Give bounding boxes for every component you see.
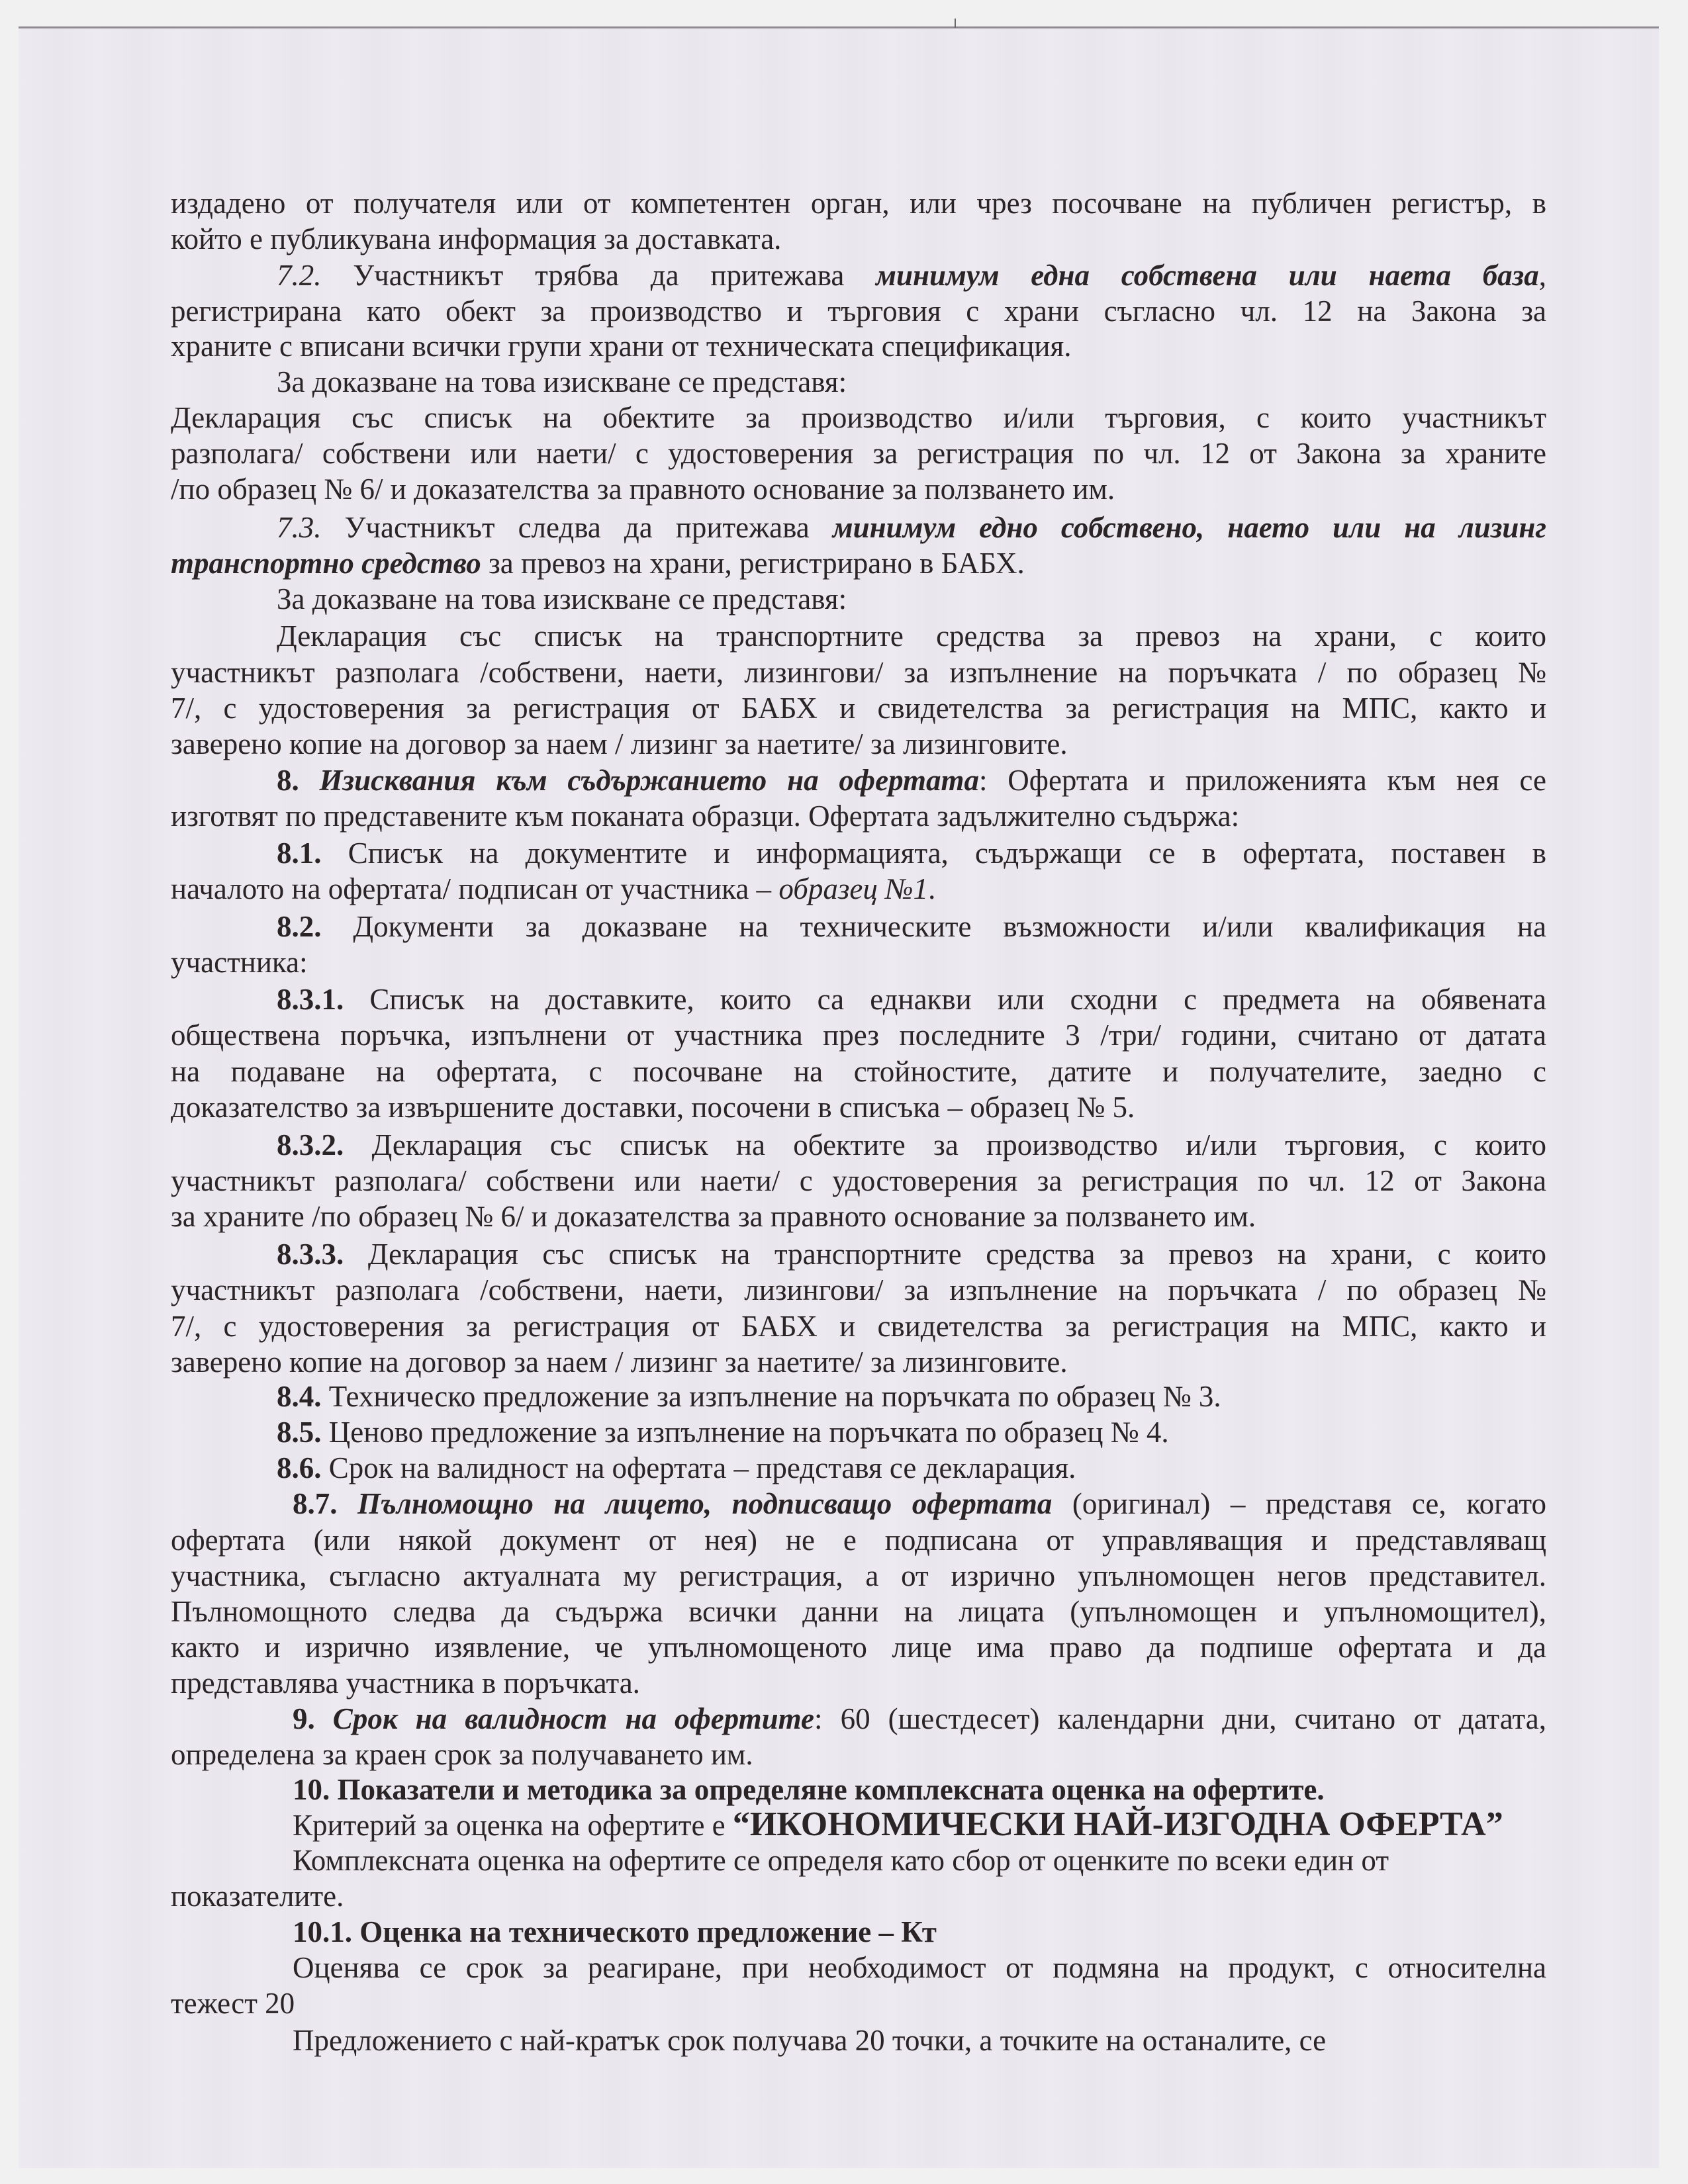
line-text: Критерий за оценка на офертите е (293, 1809, 733, 1842)
heading-text: 10. Показатели и методика за определяне комплексната оценка на офертите. (293, 1773, 1325, 1806)
line-text: Пълномощното следва да съдържа всички данни на лицата (упълномощен и упълномощител), (171, 1595, 1546, 1628)
line-text: Техническо предложение за изпълнение на поръчката по образец № 3. (321, 1380, 1221, 1413)
line-text: за превоз на храни, регистрирано в БАБХ. (481, 547, 1025, 580)
line-text: Предложението с най-кратък срок получава 20 точки, а точките на останалите, се (293, 2024, 1327, 2057)
criterion-line (293, 1807, 1546, 1843)
line-text: Документи за доказване на техническите възможности и/или квалификация на (321, 910, 1546, 943)
text-line (293, 1843, 1546, 1878)
section-8-6 (277, 1450, 1546, 1486)
text-line (171, 1054, 1546, 1089)
section-number: 7.3. (277, 511, 322, 544)
line-text: участника, съгласно актуалната му регистрация, а от изрично упълномощен негов представител. (171, 1559, 1546, 1592)
line-text: участникът разполага /собствени, наети, лизингови/ за изпълнение на поръчката / по образец № (171, 1273, 1546, 1306)
line-text: тежест 20 (171, 1987, 295, 2020)
line-text: За доказване на това изискване се представя: (277, 582, 847, 615)
line-text: Декларация със списък на транспортните средства за превоз на храни, с които (344, 1238, 1546, 1271)
emphasis-text: минимум едно собствено, наето или на лизинг (832, 511, 1547, 544)
line-text: (оригинал) – представя се, когато (1052, 1487, 1547, 1520)
line-text: . (928, 872, 936, 905)
text-line (171, 1985, 1546, 2021)
line-text: началото на офертата/ подписан от участника – (171, 872, 779, 905)
section-number: 8.7. (293, 1487, 338, 1520)
line-text: за храните /по образец № 6/ и доказателства за правното основание за ползването им. (171, 1200, 1256, 1233)
text-line (171, 1737, 1546, 1772)
text-line (171, 726, 1546, 762)
section-number: 8.2. (277, 910, 322, 943)
line-text: храните с вписани всички групи храни от техническата спецификация. (171, 330, 1072, 363)
text-line (171, 1629, 1546, 1665)
text-line (277, 618, 1546, 654)
criterion-name: “ИКОНОМИЧЕСКИ НАЙ-ИЗГОДНА ОФЕРТА” (732, 1805, 1503, 1843)
text-line (293, 2023, 1546, 2058)
section-8-3-3 (277, 1236, 1546, 1272)
text-line (171, 1163, 1546, 1199)
section-number: 9. (293, 1702, 315, 1735)
line-text: изготвят по представените към поканата образци. Офертата задължително съдържа: (171, 799, 1240, 833)
section-8-3-1 (277, 981, 1546, 1017)
line-text: представлява участника в поръчката. (171, 1666, 640, 1700)
text-line (171, 871, 1546, 907)
line-text: който е публикувана информация за доставката. (171, 222, 782, 255)
text-line (171, 1017, 1546, 1053)
text-line (277, 364, 1546, 400)
section-8-4 (277, 1379, 1546, 1414)
text-line (171, 328, 1546, 364)
text-line (171, 1522, 1546, 1558)
section-8-1 (277, 835, 1546, 871)
text-line (171, 545, 1546, 581)
line-text: /по образец № 6/ и доказателства за правното основание за ползването им. (171, 473, 1115, 506)
line-text: 7/, с удостоверения за регистрация от БАБХ и свидетелства за регистрация на МПС, както и (171, 1310, 1546, 1343)
text-line (277, 581, 1546, 617)
line-text: Декларация със списък на обектите за производство и/или търговия, с които (344, 1128, 1546, 1161)
text-line (171, 690, 1546, 726)
line-text: участника: (171, 946, 308, 979)
text-line (171, 944, 1546, 980)
line-text: Срок на валидност на офертата – представя се декларация. (321, 1451, 1076, 1484)
line-text: Списък на документите и информацията, съдържащи се в офертата, поставен в (321, 837, 1546, 870)
heading-text: 10.1. Оценка на техническото предложение – Кт (293, 1915, 937, 1948)
section-number: 7.2. (277, 259, 322, 292)
line-text: За доказване на това изискване се представя: (277, 365, 847, 398)
text-line (171, 1272, 1546, 1308)
emphasis-text: Изисквания към съдържанието на офертата (299, 764, 979, 797)
section-number: 8.6. (277, 1451, 322, 1484)
line-text: заверено копие на договор за наем / лизинг за наетите/ за лизинговите. (171, 727, 1068, 760)
text-line (171, 1308, 1546, 1344)
line-text: Участникът следва да притежава (321, 511, 833, 544)
line-text: 7/, с удостоверения за регистрация от БАБХ и свидетелства за регистрация на МПС, както и (171, 692, 1546, 725)
section-10-heading (293, 1772, 1546, 1807)
section-number: 8.4. (277, 1380, 322, 1413)
line-text: : 60 (шестдесет) календарни дни, считано от датата, (814, 1702, 1546, 1735)
line-text: определена за краен срок за получаването им. (171, 1738, 753, 1771)
line-text: Декларация със списък на транспортните средства за превоз на храни, с които (277, 619, 1546, 653)
line-text: обществена поръчка, изпълнени от участника през последните 3 /три/ години, считано от датата (171, 1019, 1546, 1052)
text-line (171, 1594, 1546, 1629)
text-line (171, 798, 1546, 834)
section-8-7 (293, 1486, 1546, 1522)
italic-text: образец №1 (778, 872, 929, 905)
line-text: участникът разполага /собствени, наети, лизингови/ за изпълнение на поръчката / по образец № (171, 656, 1546, 689)
section-10-1-heading (293, 1914, 1546, 1950)
emphasis-text: минимум една собствена или наета база (876, 259, 1539, 292)
line-text: Оценява се срок за реагиране, при необходимост от подмяна на продукт, с относителна (293, 1951, 1546, 1984)
section-number: 8.1. (277, 837, 322, 870)
text-line (293, 1950, 1546, 1985)
text-line (171, 435, 1546, 471)
line-text: Декларация със списък на обектите за производство и/или търговия, с които участникът (171, 401, 1546, 434)
line-text: офертата (или някой документ от нея) не е подписана от управляващия и представляващ (171, 1524, 1546, 1557)
line-text: както и изрично изявление, че упълномощеното лице има право да подпише офертата и да (171, 1631, 1546, 1664)
text-line (171, 471, 1546, 507)
text-line (171, 1558, 1546, 1594)
line-text: регистрирана като обект за производство и търговия с храни съгласно чл. 12 на Закона за (171, 295, 1546, 328)
text-line (171, 293, 1546, 329)
section-number: 8. (277, 764, 299, 797)
line-text: Участникът трябва да притежава (321, 259, 876, 292)
text-line (171, 1344, 1546, 1380)
emphasis-text: транспортно средство (171, 547, 481, 580)
emphasis-text: Пълномощно на лицето, подписващо офертата (337, 1487, 1053, 1520)
section-7-3 (277, 510, 1546, 545)
text-line (171, 1878, 1546, 1914)
line-text: разполага/ собствени или наети/ с удостоверения за регистрация по чл. 12 от Закона за храните (171, 437, 1546, 470)
section-8 (277, 762, 1546, 798)
line-text: : Офертата и приложенията към нея се (978, 764, 1546, 797)
line-text: на подаване на офертата, с посочване на стойностите, датите и получателите, заедно с (171, 1055, 1546, 1088)
line-text: , (1538, 259, 1546, 292)
text-line (171, 1665, 1546, 1701)
section-7-2 (277, 257, 1546, 293)
text-line (171, 1089, 1546, 1125)
text-line (171, 1199, 1546, 1234)
section-number: 8.5. (277, 1416, 322, 1449)
section-number: 8.3.1. (277, 983, 344, 1016)
scan-mark (955, 19, 956, 28)
emphasis-text: Срок на валидност на офертите (314, 1702, 815, 1735)
text-line (171, 655, 1546, 690)
section-8-2 (277, 909, 1546, 944)
section-8-5 (277, 1414, 1546, 1450)
line-text: Комплексната оценка на офертите се определя като сбор от оценките по всеки един от (293, 1844, 1389, 1877)
line-text: доказателство за извършените доставки, посочени в списъка – образец № 5. (171, 1091, 1135, 1124)
section-9 (293, 1701, 1546, 1737)
line-text: заверено копие на договор за наем / лизинг за наетите/ за лизинговите. (171, 1345, 1068, 1379)
text-line (171, 221, 1546, 257)
text-line (171, 185, 1546, 221)
line-text: Списък на доставките, които са еднакви или сходни с предмета на обявената (344, 983, 1546, 1016)
text-line (171, 400, 1546, 435)
section-number: 8.3.3. (277, 1238, 344, 1271)
line-text: показателите. (171, 1880, 344, 1913)
line-text: участникът разполага/ собствени или наети/ с удостоверения за регистрация по чл. 12 от Закона (171, 1164, 1546, 1197)
line-text: Ценово предложение за изпълнение на поръчката по образец № 4. (321, 1416, 1169, 1449)
line-text: издадено от получателя или от компетентен орган, или чрез посочване на публичен регистър, в (171, 187, 1546, 220)
section-number: 8.3.2. (277, 1128, 344, 1161)
section-8-3-2 (277, 1127, 1546, 1163)
